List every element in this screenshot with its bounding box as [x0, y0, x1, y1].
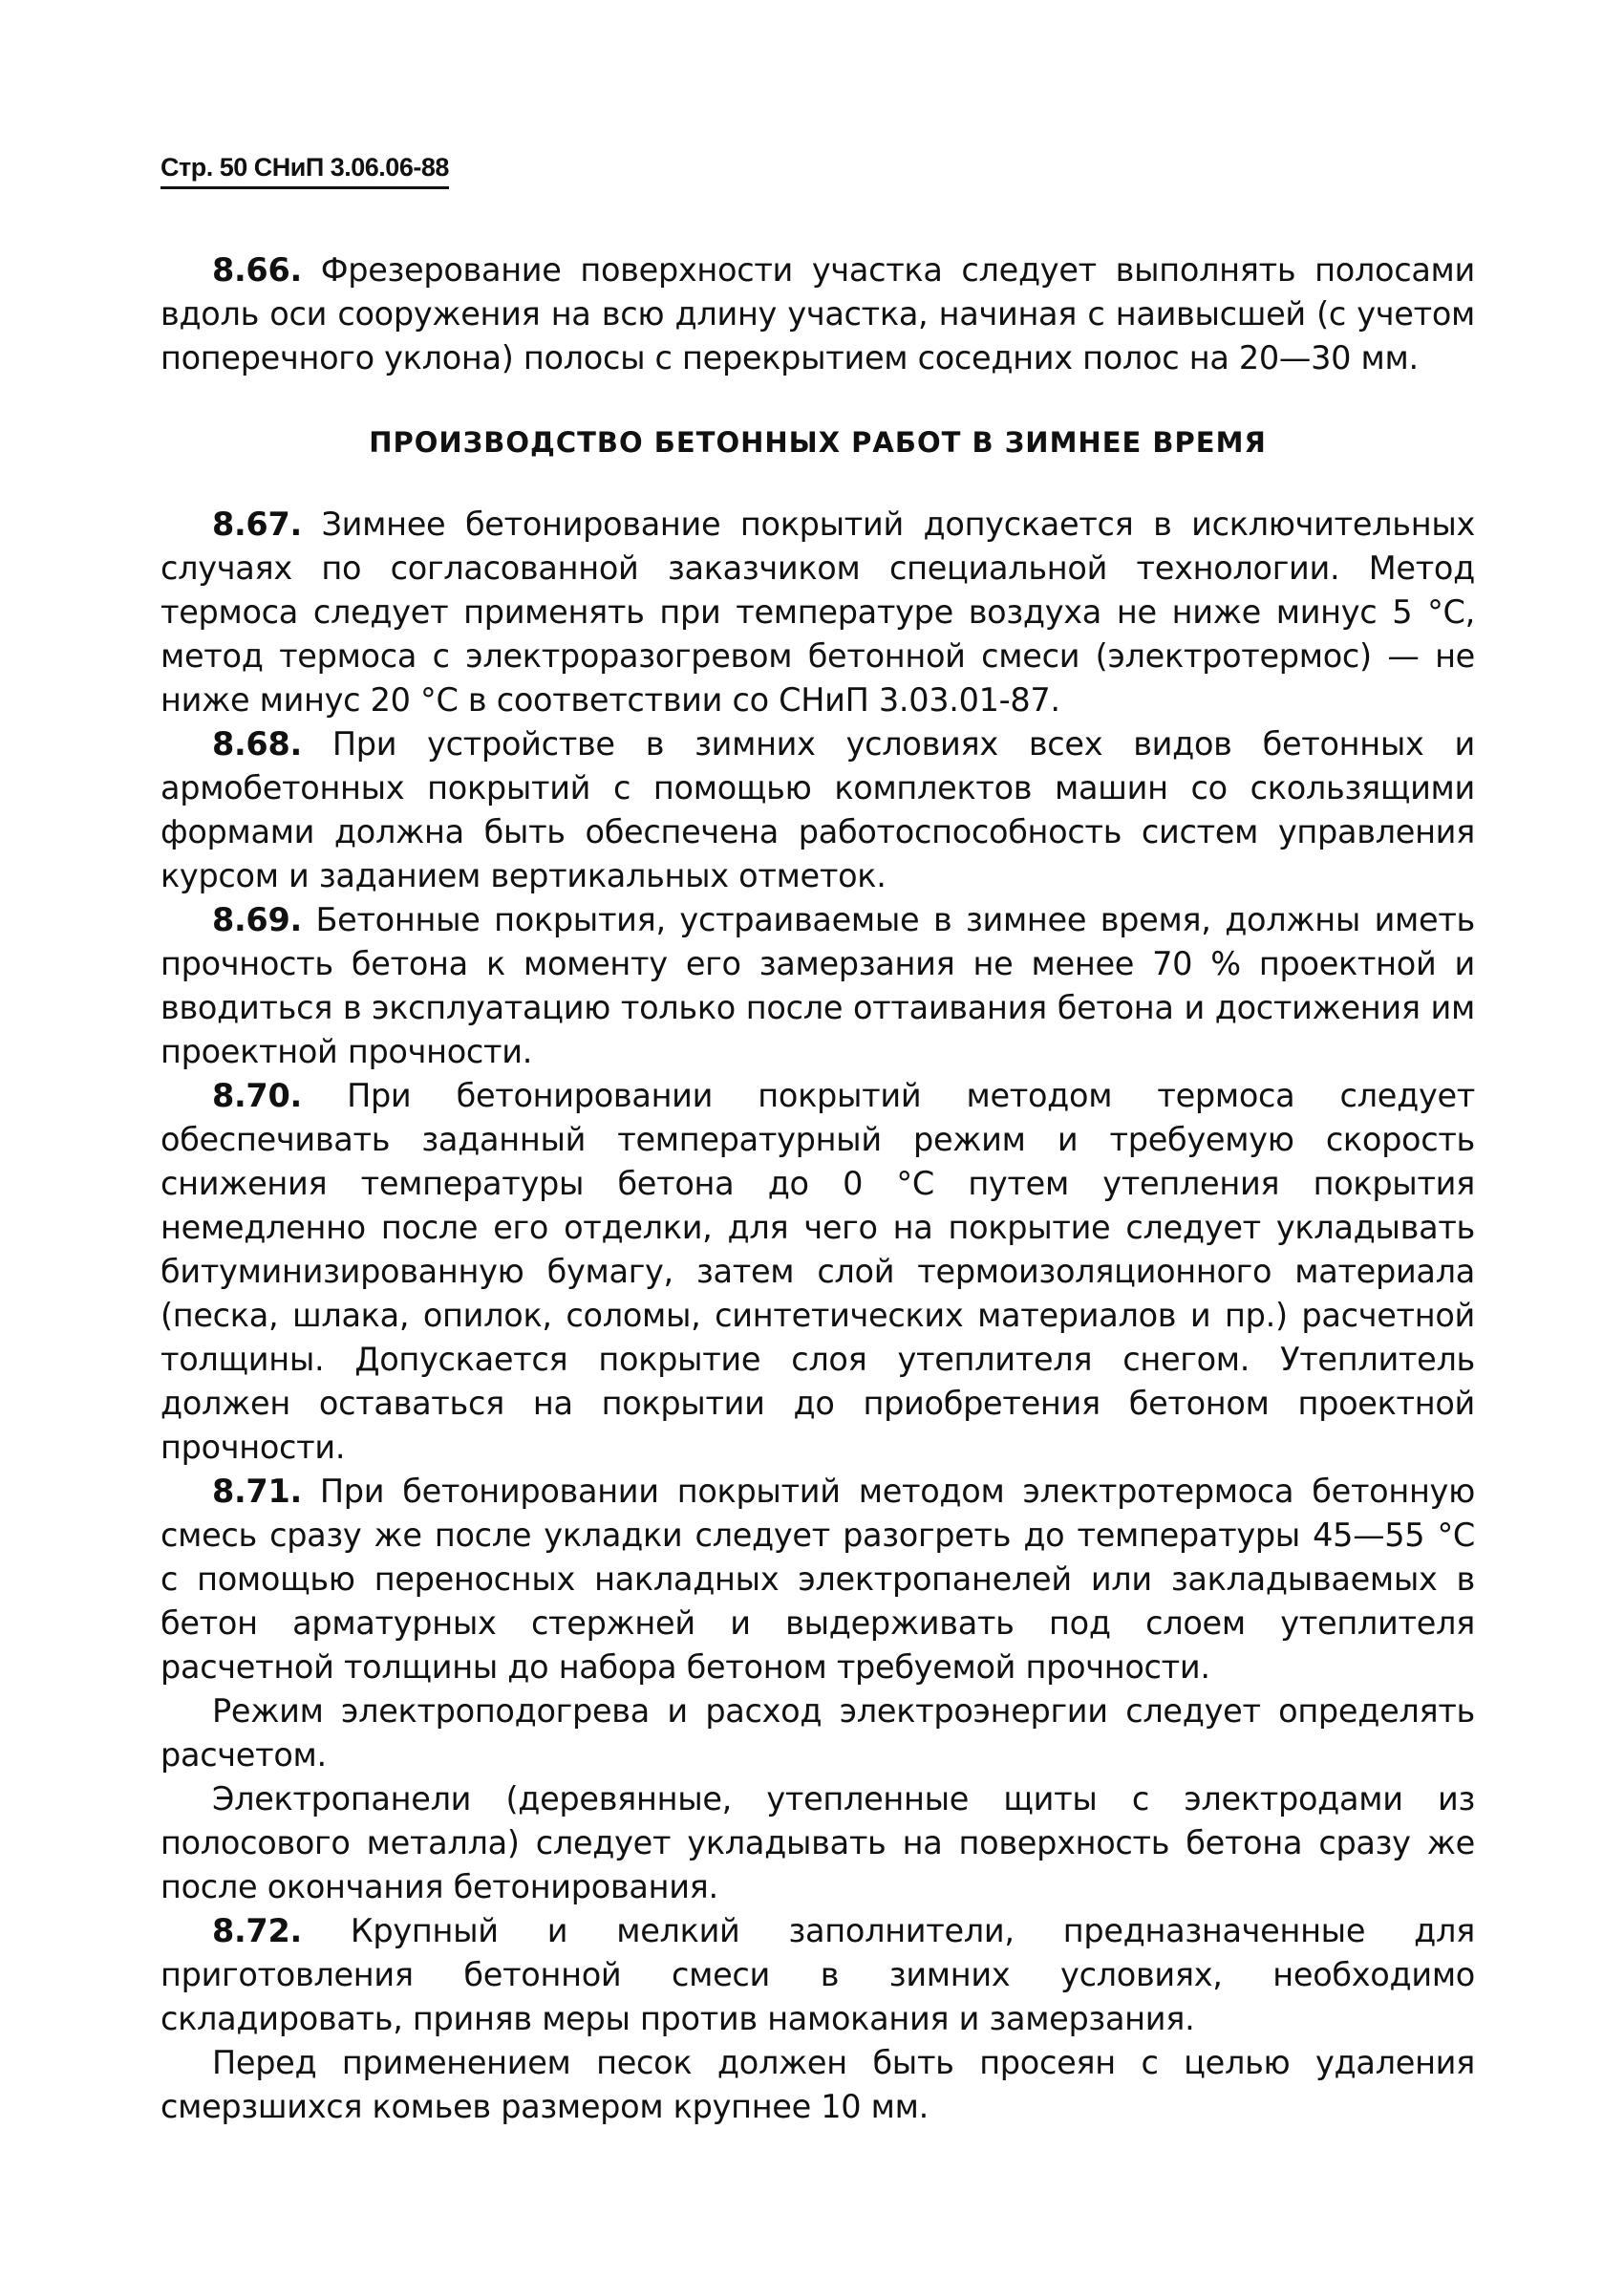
- paragraph-8-70: [160, 1074, 1475, 1470]
- paragraph-8-71: [160, 1470, 1475, 1689]
- paragraph-text: Зимнее бетонирование покрытий допускается в исключительных случаях по согласованной заказчиком специальной технологии. Метод термоса следует применять при температуре воздуха не ниже минус 5 °С, метод термоса с электроразогревом бетонной смеси (электротермос) — не ниже минус 20 °С в соответствии со СНиП 3.03.01-87.: [160, 505, 1475, 719]
- paragraph-text: Электропанели (деревянные, утепленные щиты с электродами из полосового металла) следует укладывать на поверхность бетона сразу же после окончания бетонирования.: [160, 1780, 1475, 1905]
- paragraph-electropanels: [160, 1777, 1475, 1909]
- paragraph-number: 8.72.: [212, 1912, 302, 1949]
- paragraph-8-68: [160, 722, 1475, 898]
- paragraph-number: 8.71.: [212, 1473, 302, 1510]
- paragraph-number: 8.68.: [212, 725, 302, 763]
- paragraph-text: При устройстве в зимних условиях всех видов бетонных и армобетонных покрытий с помощью комплектов машин со скользящими формами должна быть обеспечена работоспособность систем управления курсом и заданием вертикальных отметок.: [160, 725, 1475, 894]
- paragraph-text: При бетонировании покрытий методом электротермоса бетонную смесь сразу же после укладки следует разогреть до температуры 45—55 °С с помощью переносных накладных электропанелей или закладываемых в бетон арматурных стержней и выдерживать под слоем утеплителя расчетной толщины до набора бетоном требуемой прочности.: [160, 1473, 1475, 1686]
- paragraph-text: Фрезерование поверхности участка следует выполнять полосами вдоль оси сооружения на всю длину участка, начиная с наивысшей (с учетом поперечного уклона) полосы с перекрытием соседних полос на 20—30 мм.: [160, 251, 1476, 376]
- paragraph-8-66: [160, 248, 1475, 380]
- paragraph-number: 8.66.: [212, 251, 302, 289]
- paragraph-number: 8.70.: [212, 1077, 302, 1114]
- paragraph-text: Бетонные покрытия, устраиваемые в зимнее время, должны иметь прочность бетона к моменту его замерзания не менее 70 % проектной и вводиться в эксплуатацию только после оттаивания бетона и достижения им проектной прочности.: [160, 901, 1475, 1070]
- paragraph-text: Режим электроподогрева и расход электроэнергии следует определять расчетом.: [160, 1692, 1475, 1774]
- paragraph-sand-sieving: [160, 2041, 1475, 2129]
- paragraph-8-69: [160, 898, 1475, 1074]
- document-page: [160, 153, 1475, 2129]
- paragraph-number: 8.69.: [212, 901, 302, 938]
- paragraph-text: Крупный и мелкий заполнители, предназначенные для приготовления бетонной смеси в зимних условиях, необходимо складировать, приняв меры против намокания и замерзания.: [160, 1912, 1475, 2037]
- section-title: ПРОИЗВОДСТВО БЕТОННЫХ РАБОТ В ЗИМНЕЕ ВРЕМЯ: [369, 426, 1267, 459]
- running-header: Стр. 50 СНиП 3.06.06-88: [160, 153, 449, 189]
- paragraph-8-72: [160, 1909, 1475, 2041]
- paragraph-8-67: [160, 503, 1475, 722]
- paragraph-text: Перед применением песок должен быть просеян с целью удаления смерзшихся комьев размером крупнее 10 мм.: [160, 2044, 1475, 2125]
- paragraph-electroheating-mode: [160, 1689, 1475, 1777]
- paragraph-number: 8.67.: [212, 505, 302, 543]
- paragraph-text: При бетонировании покрытий методом термоса следует обеспечивать заданный температурный режим и требуемую скорость снижения температуры бетона до 0 °С путем утепления покрытия немедленно после его отделки, для чего на покрытие следует укладывать битуминизированную бумагу, затем слой термоизоляционного материала (песка, шлака, опилок, соломы, синтетических материалов и пр.) расчетной толщины. Допускается покрытие слоя утеплителя снегом. Утеплитель должен оставаться на покрытии до приобретения бетоном проектной прочности.: [160, 1077, 1475, 1466]
